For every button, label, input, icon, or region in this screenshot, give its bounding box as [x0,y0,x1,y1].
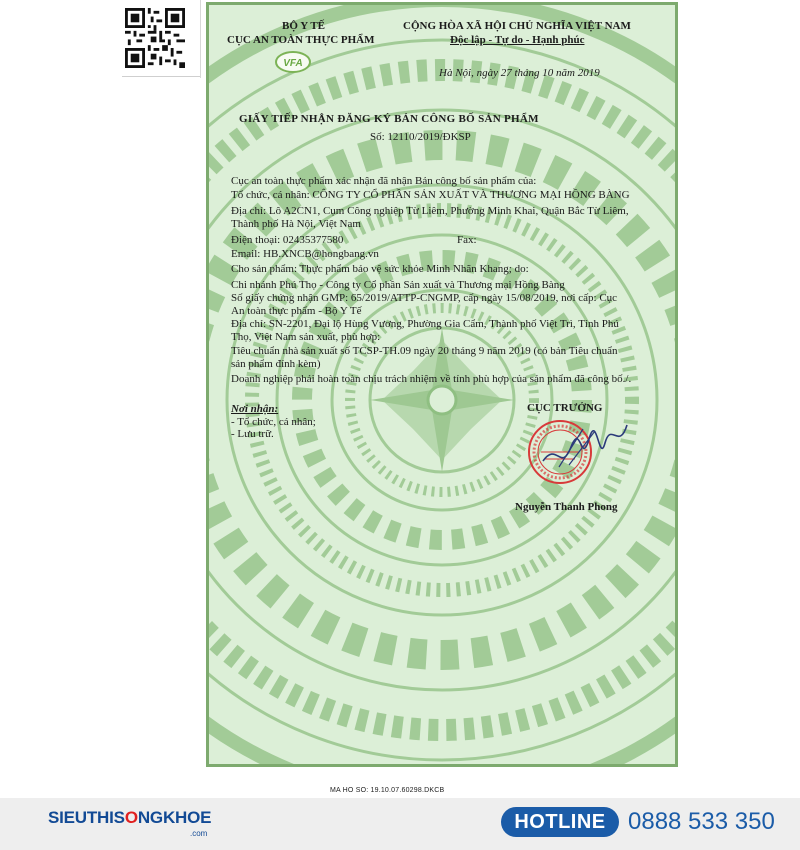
body-line: Điện thoại: 02435377580 [231,234,344,246]
body-line: Địa chỉ: Lô A2CN1, Cụm Công nghiệp Từ Liêm, Phường Minh Khai, Quận Bắc Từ Liêm, [231,205,629,217]
certificate [206,2,678,767]
brand-text: NGKHOE [137,808,212,827]
body-line: Cho sản phẩm: Thực phẩm bảo vệ sức khỏe Minh Nhãn Khang; do: [231,263,529,275]
brand-heart-o: O [124,808,138,827]
document-title: GIẤY TIẾP NHẬN ĐĂNG KÝ BẢN CÔNG BỐ SẢN PHẨM [239,113,539,125]
body-line: Thọ, Việt Nam sản xuất, phù hợp: [231,331,381,343]
footer-banner [0,798,800,850]
signer-title: CỤC TRƯỞNG [527,402,603,414]
document-number: Số: 12110/2019/ĐKSP [370,131,471,143]
divider [122,76,200,77]
brand-logo[interactable] [48,808,211,828]
body-line: Chi nhánh Phú Thọ - Công ty Cổ phần Sản xuất và Thương mại Hồng Bàng [231,279,565,291]
body-line: Số giấy chứng nhận GMP: 65/2019/ATTP-CNGMP, cấp ngày 15/08/2019, nơi cấp: Cục [231,292,618,304]
body-line: Doanh nghiệp phải hoàn toàn chịu trách nhiệm về tính phù hợp của sản phẩm đã công bố./. [231,373,632,385]
hotline-badge[interactable]: HOTLINE [501,807,619,837]
brand-domain: .com [190,829,208,838]
qr-code [125,8,185,68]
department-name: CỤC AN TOÀN THỰC PHẨM [227,34,375,46]
body-line: Cục an toàn thực phẩm xác nhận đã nhận Bản công bố sản phẩm của: [231,175,537,187]
body-line: An toàn thực phẩm - Bộ Y Tế [231,305,362,317]
republic-name: CỘNG HÒA XÃ HỘI CHỦ NGHĨA VIỆT NAM [403,20,631,32]
body-line: sản phẩm đính kèm) [231,358,321,370]
document-code: MA HO SO: 19.10.07.60298.DKCB [330,787,445,794]
fax-label: Fax: [457,234,477,246]
body-line: Email: HB.XNCB@hongbang.vn [231,248,379,260]
ministry-name: BỘ Y TẾ [282,20,325,32]
motto: Độc lập - Tự do - Hạnh phúc [450,34,585,46]
body-line: Tiêu chuẩn nhà sản xuất số TCSP-TH.09 ngày 20 tháng 9 năm 2019 (có bản Tiêu chuẩn [231,345,618,357]
signature [539,421,629,481]
recipient-item: - Lưu trữ. [231,428,274,440]
body-line: Tổ chức, cá nhân: CÔNG TY CỔ PHẦN SẢN XUẤT VÀ THƯƠNG MẠI HỒNG BÀNG [231,189,630,201]
brand-text: SIEUTHIS [48,808,125,827]
hotline-phone[interactable]: 0888 533 350 [628,808,775,835]
body-line: Thành phố Hà Nội, Việt Nam [231,218,361,230]
body-line: Địa chỉ: SN-2201, Đại lộ Hùng Vương, Phường Gia Cẩm, Thành phố Việt Trì, Tỉnh Phú [231,318,619,330]
logo-text: VFA [283,58,303,69]
place-date: Hà Nội, ngày 27 tháng 10 năm 2019 [439,67,600,79]
vfa-logo [275,50,311,74]
recipients-label: Nơi nhận: [231,403,279,415]
signer-name: Nguyễn Thanh Phong [515,501,618,513]
divider [200,0,201,78]
recipient-item: - Tổ chức, cá nhân; [231,416,316,428]
